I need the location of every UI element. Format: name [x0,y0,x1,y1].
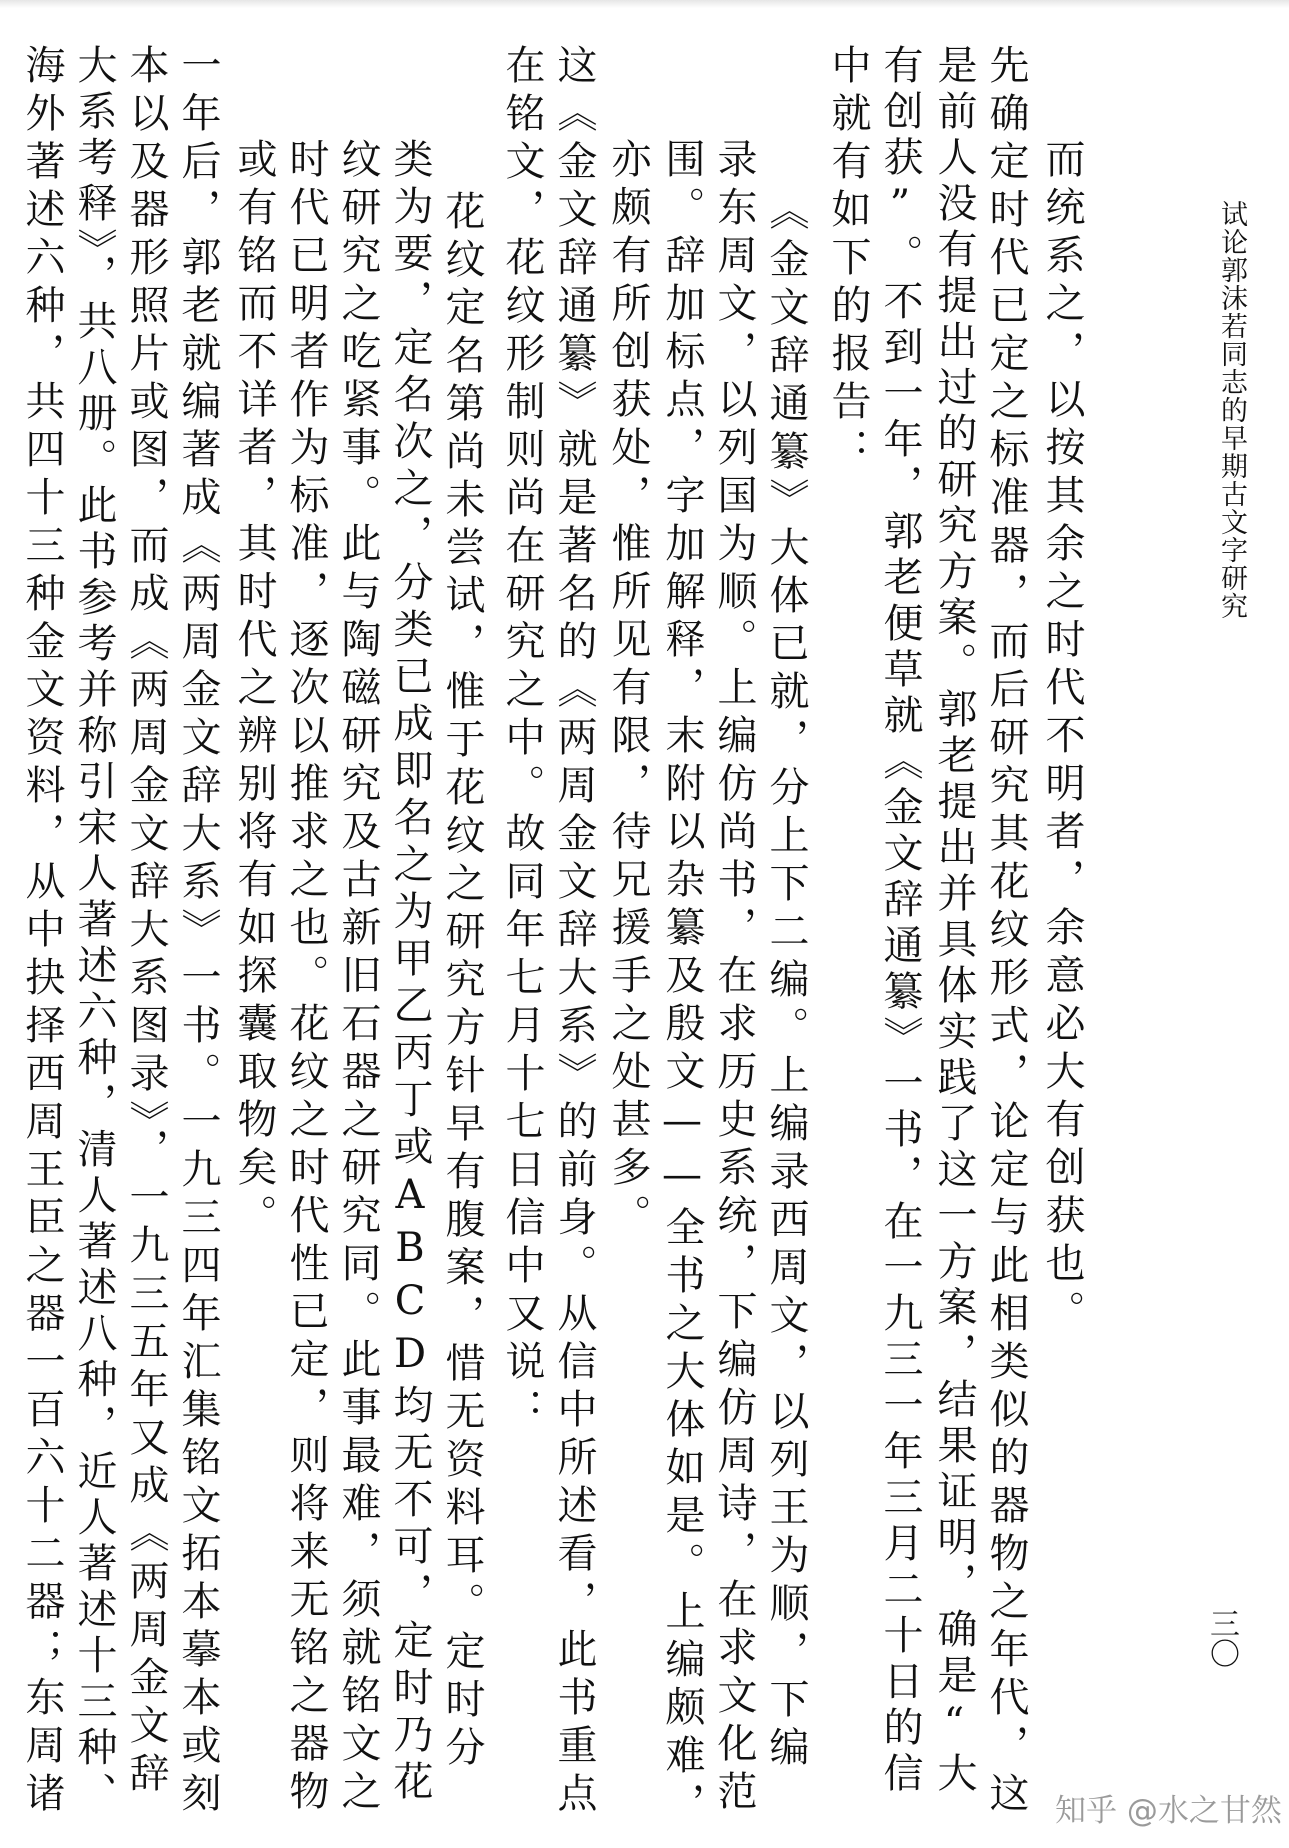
text-column: 先确定时代已定之标准器，而后研究其花纹形式，论定与此相类似的器物之年代，这 [983,44,1029,1820]
quoted-text-column: 花纹定名第尚未尝试，惟于花纹之研究方针早有腹案，惜无资料耳。定时分 [439,190,485,1774]
text-column: 海外著述六种，共四十三种金文资料，从中抉择西周王臣之器一百六十二器；东周诸 [19,44,65,1820]
quoted-text-column: 亦颇有所创获处，惟所见有限，待兄援手之处甚多。 [605,138,651,1242]
watermark: 知乎 @水之甘然 [1055,1793,1282,1829]
text-column: 而统系之，以按其余之时代不明者，余意必大有创获也。 [1039,138,1085,1338]
quoted-text-column: 《金文辞通纂》大体已就，分上下二编。上编录西周文，以列王为顺，下编 [763,190,809,1774]
quoted-text-column: 围。辞加标点，字加解释，末附以杂纂及殷文——全书之大体如是。上编颇难， [659,138,705,1830]
quoted-text-column: 录东周文，以列国为顺。上编仿尚书，在求历史系统，下编仿周诗，在求文化范 [711,138,757,1818]
text-column: 这《金文辞通纂》就是著名的《两周金文辞大系》的前身。从信中所述看，此书重点 [551,44,597,1820]
quoted-text-column: 类为要，定名次之，分类已成即名之为甲乙丙丁或ABCD均无不可，定时乃花 [387,138,433,1807]
running-header: 试论郭沫若同志的早期古文字研究 [1216,200,1247,620]
quoted-text-column: 纹研究之吃紧事。此与陶磁研究及古新旧石器之研究同。此事最难，须就铭文之 [335,138,381,1818]
scan-top-edge [0,0,1289,8]
quoted-text-column: 或有铭而不详者，其时代之辨别将有如探囊取物矣。 [231,138,277,1242]
text-column: 一年后，郭老就编著成《两周金文辞大系》一书。一九三四年汇集铭文拓本摹本或刻 [175,44,221,1820]
text-column: 是前人没有提出过的研究方案。郭老提出并具体实践了这一方案，结果证明，确是“大 [931,44,977,1798]
text-column: 在铭文，花纹形制则尚在研究之中。故同年七月十七日信中又说： [499,44,545,1436]
text-column: 有创获”。不到一年，郭老便草就《金文辞通纂》一书，在一九三一年三月二十日的信 [877,44,923,1798]
page-number: 三〇 [1204,1608,1239,1668]
text-column: 中就有如下的报告： [825,44,871,476]
text-column: 本以及器形照片或图，而成《两周金文辞大系图录》，一九三五年又成《两周金文辞 [123,44,169,1800]
quoted-text-column: 时代已明者作为标准，逐次以推求之也。花纹之时代性已定，则将来无铭之器物 [283,138,329,1818]
text-column: 大系考释》，共八册。此书参考并称引宋人著述六种，清人著述八种，近人著述十三种、 [71,44,117,1818]
